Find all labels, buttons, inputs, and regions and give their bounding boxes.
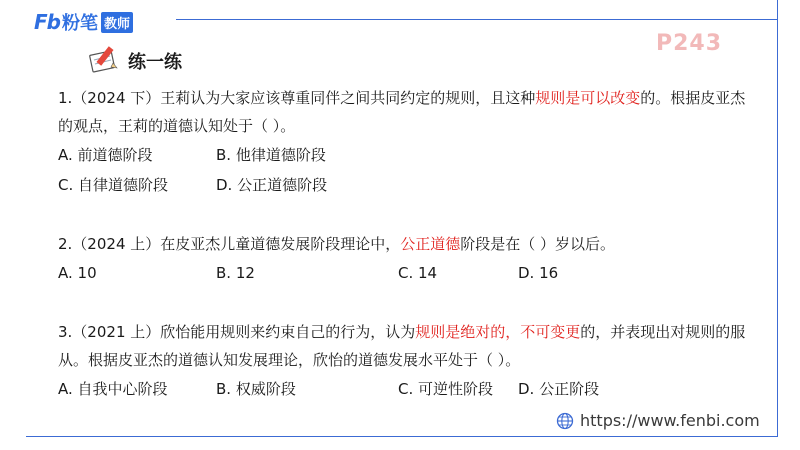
question-2-stem [58, 230, 758, 258]
question-2-options-row [58, 258, 758, 288]
section-title: 练一练 [128, 52, 182, 73]
question-2-highlight: 公正道德 [400, 235, 461, 253]
pencil-notebook-icon [88, 44, 122, 74]
globe-icon [556, 412, 574, 430]
option-3d[interactable]: D. 公正阶段 [518, 380, 600, 398]
question-1-options-row-2 [58, 170, 758, 200]
option-3b[interactable]: B. 权威阶段 [216, 380, 296, 398]
question-2-tail: 阶段是在（ ）岁以后。 [460, 235, 616, 253]
question-3-highlight: 规则是绝对的，不可变更 [415, 323, 581, 341]
section-header [88, 44, 182, 74]
option-3c[interactable]: C. 可逆性阶段 [398, 380, 494, 398]
footer-url-text[interactable]: https://www.fenbi.com [580, 411, 760, 430]
question-1-highlight: 规则是可以改变 [535, 89, 641, 107]
logo-tag: 教师 [101, 12, 133, 33]
option-3a[interactable]: A. 自我中心阶段 [58, 380, 168, 398]
logo-mark: Fb [34, 10, 60, 34]
option-1c[interactable]: C. 自律道德阶段 [58, 176, 169, 194]
question-3-options-row [58, 374, 758, 404]
option-1a[interactable]: A. 前道德阶段 [58, 146, 153, 164]
question-1 [58, 84, 758, 200]
question-3-stem [58, 318, 758, 374]
question-list [58, 84, 758, 404]
header-rule [176, 19, 778, 20]
question-3-tail: 的，并表现出对规则的服从。根据皮亚杰的道德认知发展理论，欣怡的道德发展水平处于（ ）。 [58, 323, 746, 369]
question-1-tail: 的。根据皮亚杰的观点，王莉的道德认知处于（ ）。 [58, 89, 746, 135]
option-1d[interactable]: D. 公正道德阶段 [216, 176, 328, 194]
question-1-lead: 1.（2024 下）王莉认为大家应该尊重同伴之间共同约定的规则，且这种 [58, 89, 536, 107]
brand-logo [34, 10, 133, 34]
logo-name: 粉笔 [61, 13, 98, 34]
option-2c[interactable]: C. 14 [398, 264, 438, 282]
page-number: P243 [656, 31, 723, 56]
question-3 [58, 318, 758, 404]
question-1-stem [58, 84, 758, 140]
option-2a[interactable]: A. 10 [58, 264, 97, 282]
option-1b[interactable]: B. 他律道德阶段 [216, 146, 326, 164]
option-2b[interactable]: B. 12 [216, 264, 255, 282]
footer-url [556, 411, 760, 430]
question-2-lead: 2.（2024 上）在皮亚杰儿童道德发展阶段理论中， [58, 235, 401, 253]
question-3-lead: 3.（2021 上）欣怡能用规则来约束自己的行为，认为 [58, 323, 416, 341]
question-2 [58, 230, 758, 288]
option-2d[interactable]: D. 16 [518, 264, 559, 282]
question-1-options-row-1 [58, 140, 758, 170]
